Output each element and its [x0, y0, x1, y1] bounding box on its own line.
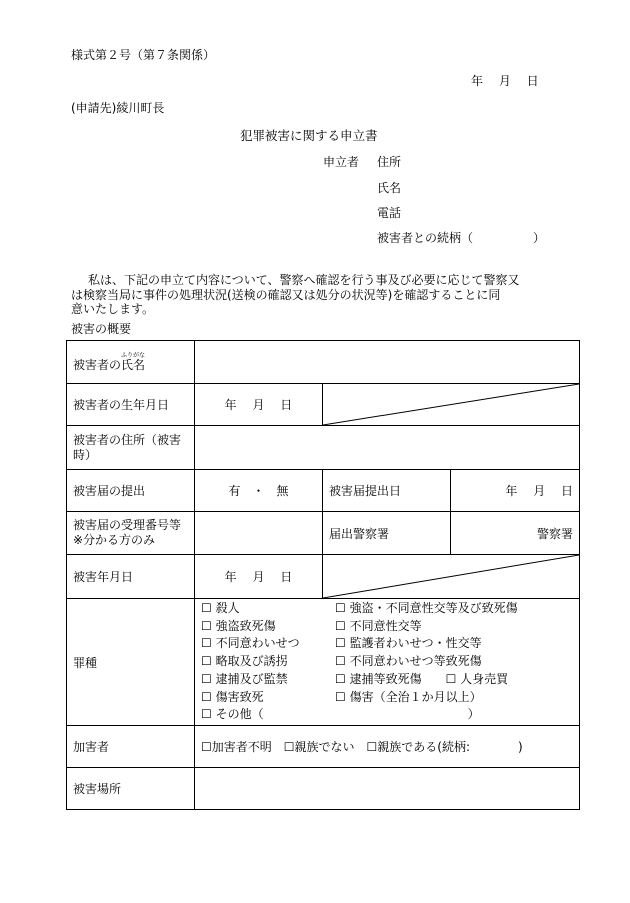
crime-checkbox-option[interactable]: ☐ 監護者わいせつ・性交等 [335, 636, 482, 651]
crime-row [201, 618, 573, 636]
victim-address-label: 被害者の住所（被害時） [67, 426, 195, 470]
row-victim-dob [67, 384, 580, 426]
victim-address-field[interactable] [195, 426, 580, 470]
crime-checkbox-option[interactable]: ☐ 不同意わいせつ [201, 636, 300, 651]
location-label: 被害場所 [67, 768, 195, 810]
crime-row [201, 600, 573, 618]
addressee: (申請先)綾川町長 [71, 101, 165, 115]
victim-dob-field[interactable]: 年 月 日 [195, 384, 323, 426]
crime-checkbox-option[interactable]: ☐ 略取及び誘拐 [201, 654, 288, 669]
victim-name-ruby [121, 351, 146, 372]
consent-line-1: 私は、下記の申立て内容について、警察へ確認を行う事及び必要に応じて警察又 [88, 273, 520, 287]
damage-summary-table [66, 340, 580, 810]
applicant-address-label: 住所 [377, 155, 402, 169]
damage-date-field[interactable]: 年 月 日 [195, 555, 323, 599]
row-report-submitted [67, 470, 580, 512]
crime-checkbox-option[interactable]: ☐ 不同意わいせつ等致死傷 [335, 654, 482, 669]
row-perpetrator [67, 726, 580, 768]
report-submitted-label: 被害届の提出 [67, 470, 195, 512]
crime-type-options [195, 599, 580, 726]
crime-type-label: 罪種 [67, 599, 195, 726]
location-field[interactable] [195, 768, 580, 810]
row-crime-type [67, 599, 580, 726]
damage-date-label: 被害年月日 [67, 555, 195, 599]
victim-name-kanji: 氏名 [121, 357, 146, 372]
perpetrator-options[interactable]: ☐加害者不明 ☐親族でない ☐親族である(続柄: ) [195, 726, 580, 768]
crime-checkbox-option[interactable]: ☐ 逮捕等致死傷 ☐ 人身売買 [335, 671, 509, 686]
crime-checkbox-option[interactable]: ☐ 傷害致死 [201, 689, 264, 704]
crime-checkbox-option[interactable]: ☐ 強盗・不同意性交等及び致死傷 [335, 600, 518, 615]
police-station-label: 届出警察署 [323, 512, 451, 555]
header-date: 年 月 日 [471, 74, 539, 88]
crime-checkbox-option[interactable]: ☐ 逮捕及び監禁 [201, 671, 288, 686]
page-title: 犯罪被害に関する申立書 [240, 128, 378, 143]
report-yes-no[interactable]: 有 ・ 無 [195, 470, 323, 512]
crime-row [201, 671, 573, 689]
report-number-label: 被害届の受理番号等※分かる方のみ [67, 512, 195, 555]
applicant-label: 申立者 [323, 155, 360, 169]
victim-dob-blank [323, 384, 580, 426]
victim-name-label [67, 341, 195, 384]
consent-line-3: 意いたします。 [71, 302, 155, 316]
crime-checkbox-option[interactable]: ☐ 強盗致死傷 [201, 618, 276, 633]
crime-checkbox-option[interactable]: ☐ 殺人 [201, 600, 240, 615]
crime-row [201, 653, 573, 671]
diagonal-line [323, 384, 579, 425]
consent-line-2: は検察当局に事件の処理状況(送検の確認又は処分の状況等)を確認することに同 [71, 288, 501, 302]
report-number-field[interactable] [195, 512, 323, 555]
row-victim-address [67, 426, 580, 470]
applicant-phone-label: 電話 [377, 206, 402, 220]
report-date-label: 被害届提出日 [323, 470, 451, 512]
row-location [67, 768, 580, 810]
victim-name-furigana: ふりがな [121, 351, 146, 359]
crime-checkbox-list [201, 600, 573, 725]
victim-name-pre: 被害者の [73, 357, 122, 372]
applicant-relation-label: 被害者との続柄（ ） [377, 231, 546, 245]
perpetrator-label: 加害者 [67, 726, 195, 768]
crime-row [201, 635, 573, 653]
row-damage-date [67, 555, 580, 599]
victim-dob-label: 被害者の生年月日 [67, 384, 195, 426]
diagonal-line [323, 555, 579, 598]
police-station-field[interactable]: 警察署 [451, 512, 580, 555]
crime-row [201, 706, 573, 724]
crime-row [201, 689, 573, 707]
victim-name-field[interactable] [195, 341, 580, 384]
section-title: 被害の概要 [71, 322, 132, 336]
crime-checkbox-option[interactable]: ☐ 不同意性交等 [335, 618, 422, 633]
crime-checkbox-option[interactable]: ☐ 傷害（全治１か月以上） [335, 689, 482, 704]
crime-checkbox-option[interactable]: ☐ その他（ ） [201, 707, 480, 722]
report-date-field[interactable]: 年 月 日 [451, 470, 580, 512]
row-victim-name [67, 341, 580, 384]
damage-date-blank [323, 555, 580, 599]
row-report-number [67, 512, 580, 555]
applicant-name-label: 氏名 [377, 181, 402, 195]
form-number: 様式第２号（第７条関係） [71, 48, 216, 62]
